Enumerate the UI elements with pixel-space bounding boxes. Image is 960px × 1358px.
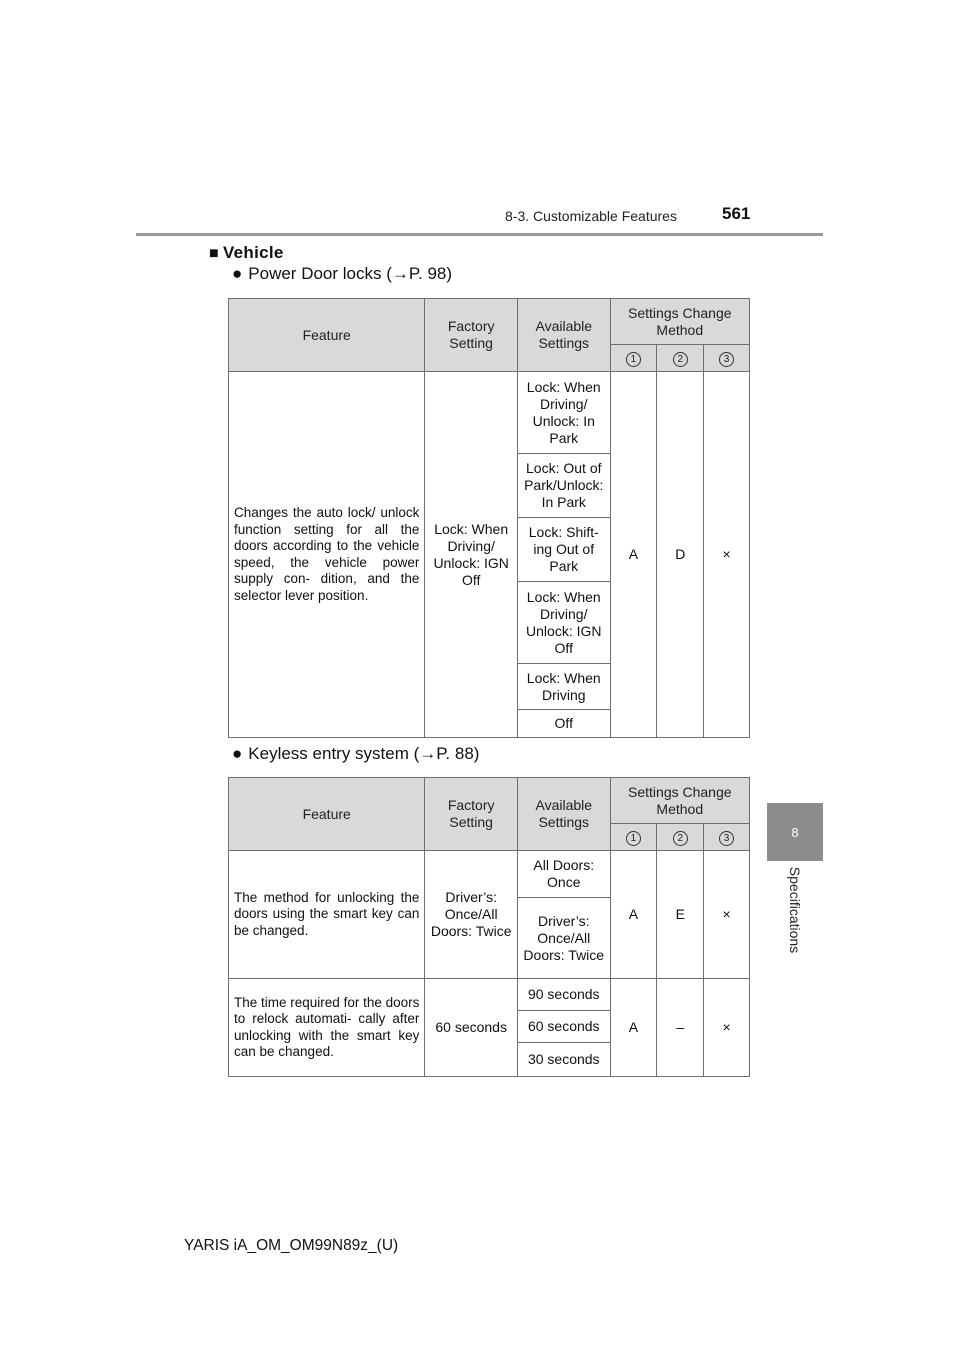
circled-2-icon: 2 [673, 831, 688, 846]
available-setting: Lock: When Driving [517, 664, 610, 710]
col-header-method: Settings Change Method [610, 299, 749, 345]
circled-2-icon: 2 [673, 352, 688, 367]
method-2-value: – [657, 979, 704, 1077]
col-header-available: Available Settings [517, 778, 610, 851]
method-1-value: A [610, 372, 657, 738]
method-3-header [704, 345, 750, 372]
available-setting: All Doors: Once [517, 851, 610, 898]
available-setting: Lock: Out of Park/Unlock: In Park [517, 454, 610, 518]
table-row [229, 372, 750, 454]
chapter-label: Specifications [787, 866, 803, 954]
method-2-header [657, 824, 704, 851]
col-header-factory: Factory Setting [425, 299, 518, 372]
method-1-value: A [610, 851, 657, 979]
factory-setting: Lock: When Driving/ Unlock: IGN Off [425, 372, 518, 738]
circled-3-icon: 3 [719, 831, 734, 846]
table-row [229, 851, 750, 898]
subsection-heading-keyless-entry [232, 744, 479, 764]
method-2-header [657, 345, 704, 372]
available-setting: Driver’s: Once/All Doors: Twice [517, 898, 610, 979]
col-header-factory: Factory Setting [425, 778, 518, 851]
subsection-heading-power-door-locks [232, 264, 452, 284]
bullet-icon: ● [232, 744, 243, 763]
section-title: 8-3. Customizable Features [505, 208, 677, 224]
section-heading-text: Vehicle [222, 243, 284, 262]
available-setting: 30 seconds [517, 1043, 610, 1077]
subsection-title: Keyless entry system (→P. 88) [248, 744, 480, 763]
feature-description: Changes the auto lock/ unlock function setting for all the doors according to the vehicle speed, the vehicle power supply con- dition, and the selector lever position. [229, 372, 425, 738]
square-bullet-icon: ■ [209, 245, 219, 262]
power-door-locks-table [228, 298, 750, 738]
method-1-header [610, 345, 657, 372]
available-setting: Lock: When Driving/ Unlock: In Park [517, 372, 610, 454]
page-number: 561 [722, 204, 751, 223]
method-2-value: E [657, 851, 704, 979]
subsection-title: Power Door locks (→P. 98) [248, 264, 453, 283]
keyless-entry-table [228, 777, 750, 1077]
feature-description: The time required for the doors to relock automati- cally after unlocking with the smart key can be changed. [229, 979, 425, 1077]
chapter-tab [767, 803, 823, 861]
circled-1-icon: 1 [626, 352, 641, 367]
method-1-value: A [610, 979, 657, 1077]
factory-setting: Driver’s: Once/All Doors: Twice [425, 851, 518, 979]
chapter-number: 8 [791, 824, 799, 840]
factory-setting: 60 seconds [425, 979, 518, 1077]
available-setting: 60 seconds [517, 1011, 610, 1043]
col-header-available: Available Settings [517, 299, 610, 372]
bullet-icon: ● [232, 264, 243, 283]
available-setting: 90 seconds [517, 979, 610, 1011]
method-3-header [704, 824, 750, 851]
feature-description: The method for unlocking the doors using the smart key can be changed. [229, 851, 425, 979]
col-header-feature: Feature [229, 778, 425, 851]
section-heading [209, 243, 284, 263]
col-header-method: Settings Change Method [610, 778, 749, 824]
circled-3-icon: 3 [719, 352, 734, 367]
available-setting: Off [517, 710, 610, 738]
method-1-header [610, 824, 657, 851]
header-divider [136, 233, 823, 236]
method-2-value: D [657, 372, 704, 738]
available-setting: Lock: Shift- ing Out of Park [517, 518, 610, 582]
method-3-value: × [704, 372, 750, 738]
method-3-value: × [704, 851, 750, 979]
document-code: YARIS iA_OM_OM99N89z_(U) [184, 1237, 399, 1254]
circled-1-icon: 1 [626, 831, 641, 846]
table-row [229, 979, 750, 1011]
col-header-feature: Feature [229, 299, 425, 372]
method-3-value: × [704, 979, 750, 1077]
available-setting: Lock: When Driving/ Unlock: IGN Off [517, 582, 610, 664]
